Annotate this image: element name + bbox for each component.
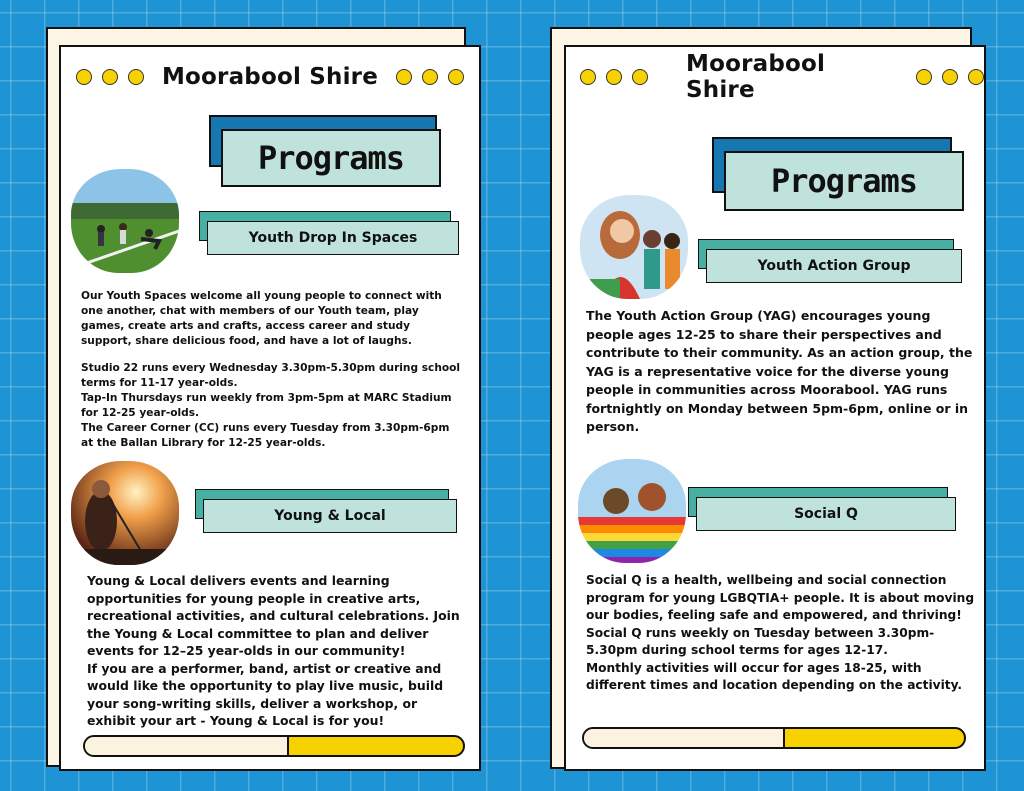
youth-sports-field-photo xyxy=(71,169,179,273)
right-section1-label xyxy=(698,239,962,285)
yellow-dot-icon xyxy=(968,69,984,85)
performer-paragraph: If you are a performer, band, artist or creative and would like the opportunity to play live music, build your song-writing skills, deliver a workshop, or exhibit your art - Young & Local is for you! xyxy=(87,660,444,728)
yellow-dot-icon xyxy=(128,69,144,85)
yellow-dot-icon xyxy=(916,69,932,85)
live-music-performer-photo xyxy=(71,461,179,565)
social-q-paragraph: Social Q is a health, wellbeing and social connection program for young LGBQTIA+ people. It is about moving our bodies, feeling safe and empowered, and thriving! Social Q runs weekly on Tuesday between 3.30pm-5.30pm during school terms for ages 12-17. xyxy=(586,573,975,657)
yag-paragraph: The Youth Action Group (YAG) encourages young people ages 12-25 to share their perspectives and contribute to their community. As an action group, the YAG is a representative voice for the diverse young people in communities across Moorabool. YAG runs fortnightly on Monday between 5pm-6pm, online or in person. xyxy=(586,308,973,434)
social-q-title: Social Q xyxy=(696,497,956,531)
yellow-dot-icon xyxy=(606,69,622,85)
left-header-title: Moorabool Shire xyxy=(161,64,379,90)
social-q-text xyxy=(586,572,976,695)
left-progress-fill xyxy=(85,737,289,755)
yellow-dot-icon xyxy=(632,69,648,85)
right-programs-banner xyxy=(712,137,966,213)
left-programs-title: Programs xyxy=(221,129,441,187)
left-programs-banner xyxy=(209,115,441,191)
left-header-bar xyxy=(61,57,479,97)
young-and-local-text xyxy=(87,572,467,730)
youth-drop-in-text xyxy=(81,289,461,451)
tap-in-thursdays-paragraph: Tap-In Thursdays run weekly from 3pm-5pm at MARC Stadium for 12-25 year-olds. xyxy=(81,392,452,419)
right-section2-label xyxy=(688,487,956,533)
youth-spaces-paragraph: Our Youth Spaces welcome all young people to connect with one another, chat with members of our Youth team, play games, create arts and crafts, access career and study support, share delicious food, and have a lot of laughs. xyxy=(81,290,442,347)
youth-drop-in-title: Youth Drop In Spaces xyxy=(207,221,459,255)
young-and-local-title: Young & Local xyxy=(203,499,457,533)
left-section1-label xyxy=(199,211,459,257)
yellow-dot-icon xyxy=(422,69,438,85)
right-header-bar xyxy=(566,51,984,103)
yellow-dot-icon xyxy=(76,69,92,85)
yellow-dot-icon xyxy=(942,69,958,85)
right-progress-bar xyxy=(582,727,966,749)
yellow-dot-icon xyxy=(102,69,118,85)
youth-action-group-text xyxy=(586,307,976,437)
right-programs-title: Programs xyxy=(724,151,964,211)
youth-action-group-photo xyxy=(580,195,688,299)
right-page xyxy=(564,45,986,771)
left-page xyxy=(59,45,481,771)
youth-action-group-title: Youth Action Group xyxy=(706,249,962,283)
left-section2-label xyxy=(195,489,457,535)
left-header-dots-left xyxy=(76,69,144,85)
left-header-dots-right xyxy=(396,69,464,85)
career-corner-paragraph: The Career Corner (CC) runs every Tuesday from 3.30pm-6pm at the Ballan Library for 12-25 year-olds. xyxy=(81,422,450,449)
social-q-pride-photo xyxy=(578,459,686,563)
right-progress-fill xyxy=(584,729,785,747)
yellow-dot-icon xyxy=(396,69,412,85)
right-header-title: Moorabool Shire xyxy=(686,51,826,103)
right-header-dots-right xyxy=(916,69,984,85)
studio-22-paragraph: Studio 22 runs every Wednesday 3.30pm-5.30pm during school terms for 11-17 year-olds. xyxy=(81,362,461,389)
yellow-dot-icon xyxy=(580,69,596,85)
left-progress-bar xyxy=(83,735,465,757)
right-header-dots-left xyxy=(580,69,648,85)
yellow-dot-icon xyxy=(448,69,464,85)
young-local-paragraph: Young & Local delivers events and learning opportunities for young people in creative arts, recreational activities, and cultural celebrations. Join the Young & Local committee to plan and deliver events for 12–25 year-olds in our community! xyxy=(87,573,460,658)
monthly-activities-paragraph: Monthly activities will occur for ages 18-25, with different times and location depending on the activity. xyxy=(586,660,963,692)
